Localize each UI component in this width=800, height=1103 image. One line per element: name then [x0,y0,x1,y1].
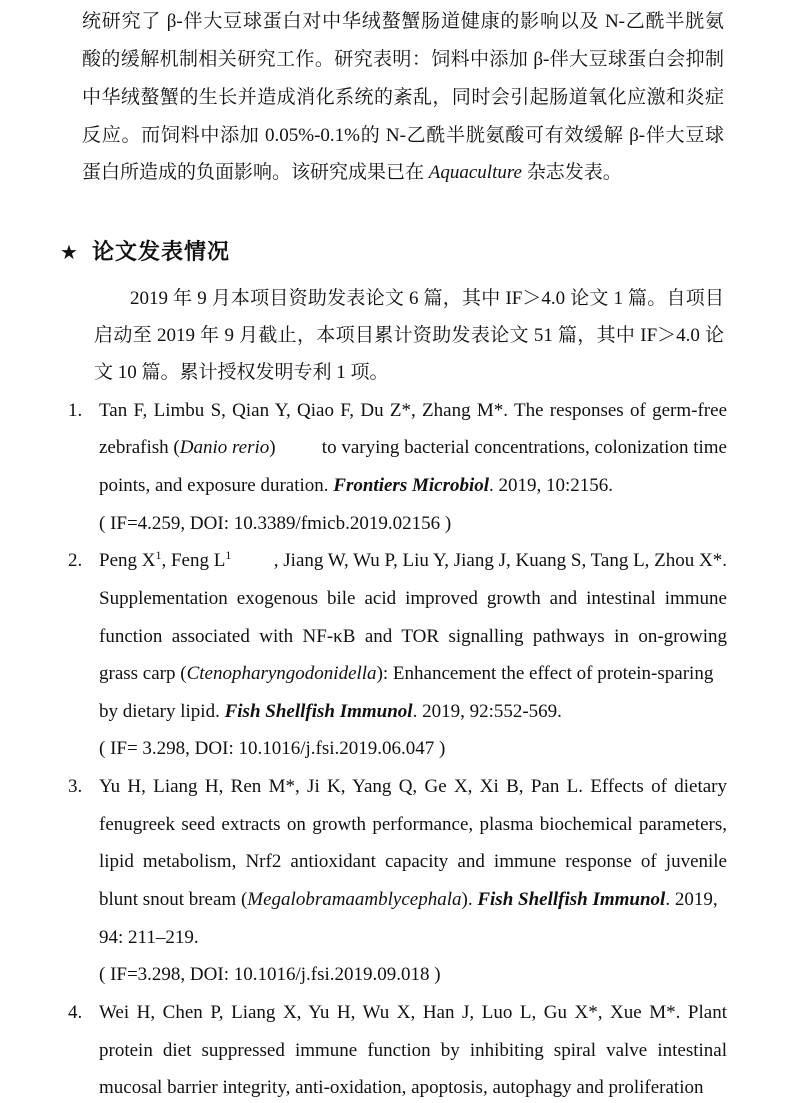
intro-line-2: 酸的缓解机制相关研究工作。研究表明：饲料中添加 β-伴大豆球蛋白会抑制 [82,49,724,70]
text-segment: . 2019, 10:2156. [489,475,614,496]
text-segment: blunt snout bream ( [99,889,248,910]
text-segment: to varying bacterial concentrations, colonization time [321,437,727,458]
intro-line-3: 中华绒螯蟹的生长并造成消化系统的紊乱，同时会引起肠道氧化应激和炎症 [82,87,724,108]
journal-name: Fish Shellfish Immunol [477,889,666,910]
reference-4-line-3: mucosal barrier integrity, anti-oxidation, apoptosis, autophagy and proliferation [99,1077,704,1098]
summary-line-1: 2019 年 9 月本项目资助发表论文 6 篇，其中 IF＞4.0 论文 1 篇。自项目 [130,288,724,309]
species-name: Megalobramaamblycephala [247,889,462,910]
text-segment: zebrafish (Danio rerio) [99,437,276,458]
reference-3-metrics: ( IF=3.298, DOI: 10.1016/j.fsi.2019.09.018 ) [99,964,441,985]
text-segment: by dietary lipid. [99,701,225,722]
text-segment: grass carp ( [99,663,187,684]
star-icon: ★ [60,242,78,264]
section-heading: 论文发表情况 [92,239,231,264]
reference-3-line-5: 94: 211–219. [99,927,199,948]
journal-name: Fish Shellfish Immunol [224,701,413,722]
reference-1-line-2 [99,436,727,460]
intro-line-1: 统研究了 β-伴大豆球蛋白对中华绒螯蟹肠道健康的影响以及 N-乙酰半胱氨 [82,11,724,32]
reference-number: 3. [68,776,83,797]
reference-3-line-3: lipid metabolism, Nrf2 antioxidant capacity and immune response of juvenile [99,851,727,872]
journal-name: Frontiers Microbiol [333,475,490,496]
reference-1-line-3 [99,474,613,498]
summary-line-2: 启动至 2019 年 9 月截止，本项目累计资助发表论文 51 篇，其中 IF＞4.0 论 [94,325,724,346]
reference-number: 1. [68,400,83,421]
reference-2-line-2: Supplementation exogenous bile acid improved growth and intestinal immune [99,588,727,609]
text-segment: , Jiang W, Wu P, Liu Y, Jiang J, Kuang S, Tang L, Zhou X*. [273,550,727,571]
species-name: Ctenopharyngodonidella [186,663,377,684]
reference-1-metrics: ( IF=4.259, DOI: 10.3389/fmicb.2019.02156 ) [99,513,452,534]
text-segment: points, and exposure duration. [99,475,334,496]
reference-3-line-4 [99,888,718,912]
reference-2-line-3: function associated with NF-κB and TOR signalling pathways in on-growing [99,626,727,647]
reference-number: 2. [68,550,83,571]
intro-text: 蛋白所造成的负面影响。该研究成果已在 [82,162,429,183]
summary-line-3: 文 10 篇。累计授权发明专利 1 项。 [94,362,389,383]
reference-2-line-5 [99,700,562,724]
reference-3-line-2: fenugreek seed extracts on growth performance, plasma biochemical parameters, [99,814,727,835]
journal-name: Aquaculture [428,162,522,183]
reference-2-line-1 [99,549,727,573]
text-segment: ): Enhancement the effect of protein-sparing [376,663,714,684]
intro-text: 杂志发表。 [521,162,622,183]
reference-4-line-1: Wei H, Chen P, Liang X, Yu H, Wu X, Han J, Luo L, Gu X*, Xue M*. Plant [99,1002,727,1023]
reference-2-line-4 [99,662,713,686]
text-segment: . 2019, [665,889,718,910]
reference-4-line-2: protein diet suppressed immune function by inhibiting spiral valve intestinal [99,1040,727,1061]
intro-line-5 [82,161,622,185]
text-segment: ). [461,889,478,910]
text-segment: Peng $X^1$, Feng $L^1$ [99,548,232,571]
reference-number: 4. [68,1002,83,1023]
intro-line-4: 反应。而饲料中添加 0.05%-0.1%的 N-乙酰半胱氨酸可有效缓解 β-伴大豆球 [82,125,724,146]
reference-2-metrics: ( IF= 3.298, DOI: 10.1016/j.fsi.2019.06.047 ) [99,738,446,759]
reference-3-line-1: Yu H, Liang H, Ren M*, Ji K, Yang Q, Ge X, Xi B, Pan L. Effects of dietary [99,776,727,797]
reference-1-line-1: Tan F, Limbu S, Qian Y, Qiao F, Du Z*, Zhang M*. The responses of germ-free [99,400,727,421]
text-segment: . 2019, 92:552-569. [412,701,562,722]
species-name: Danio rerio [179,437,270,458]
